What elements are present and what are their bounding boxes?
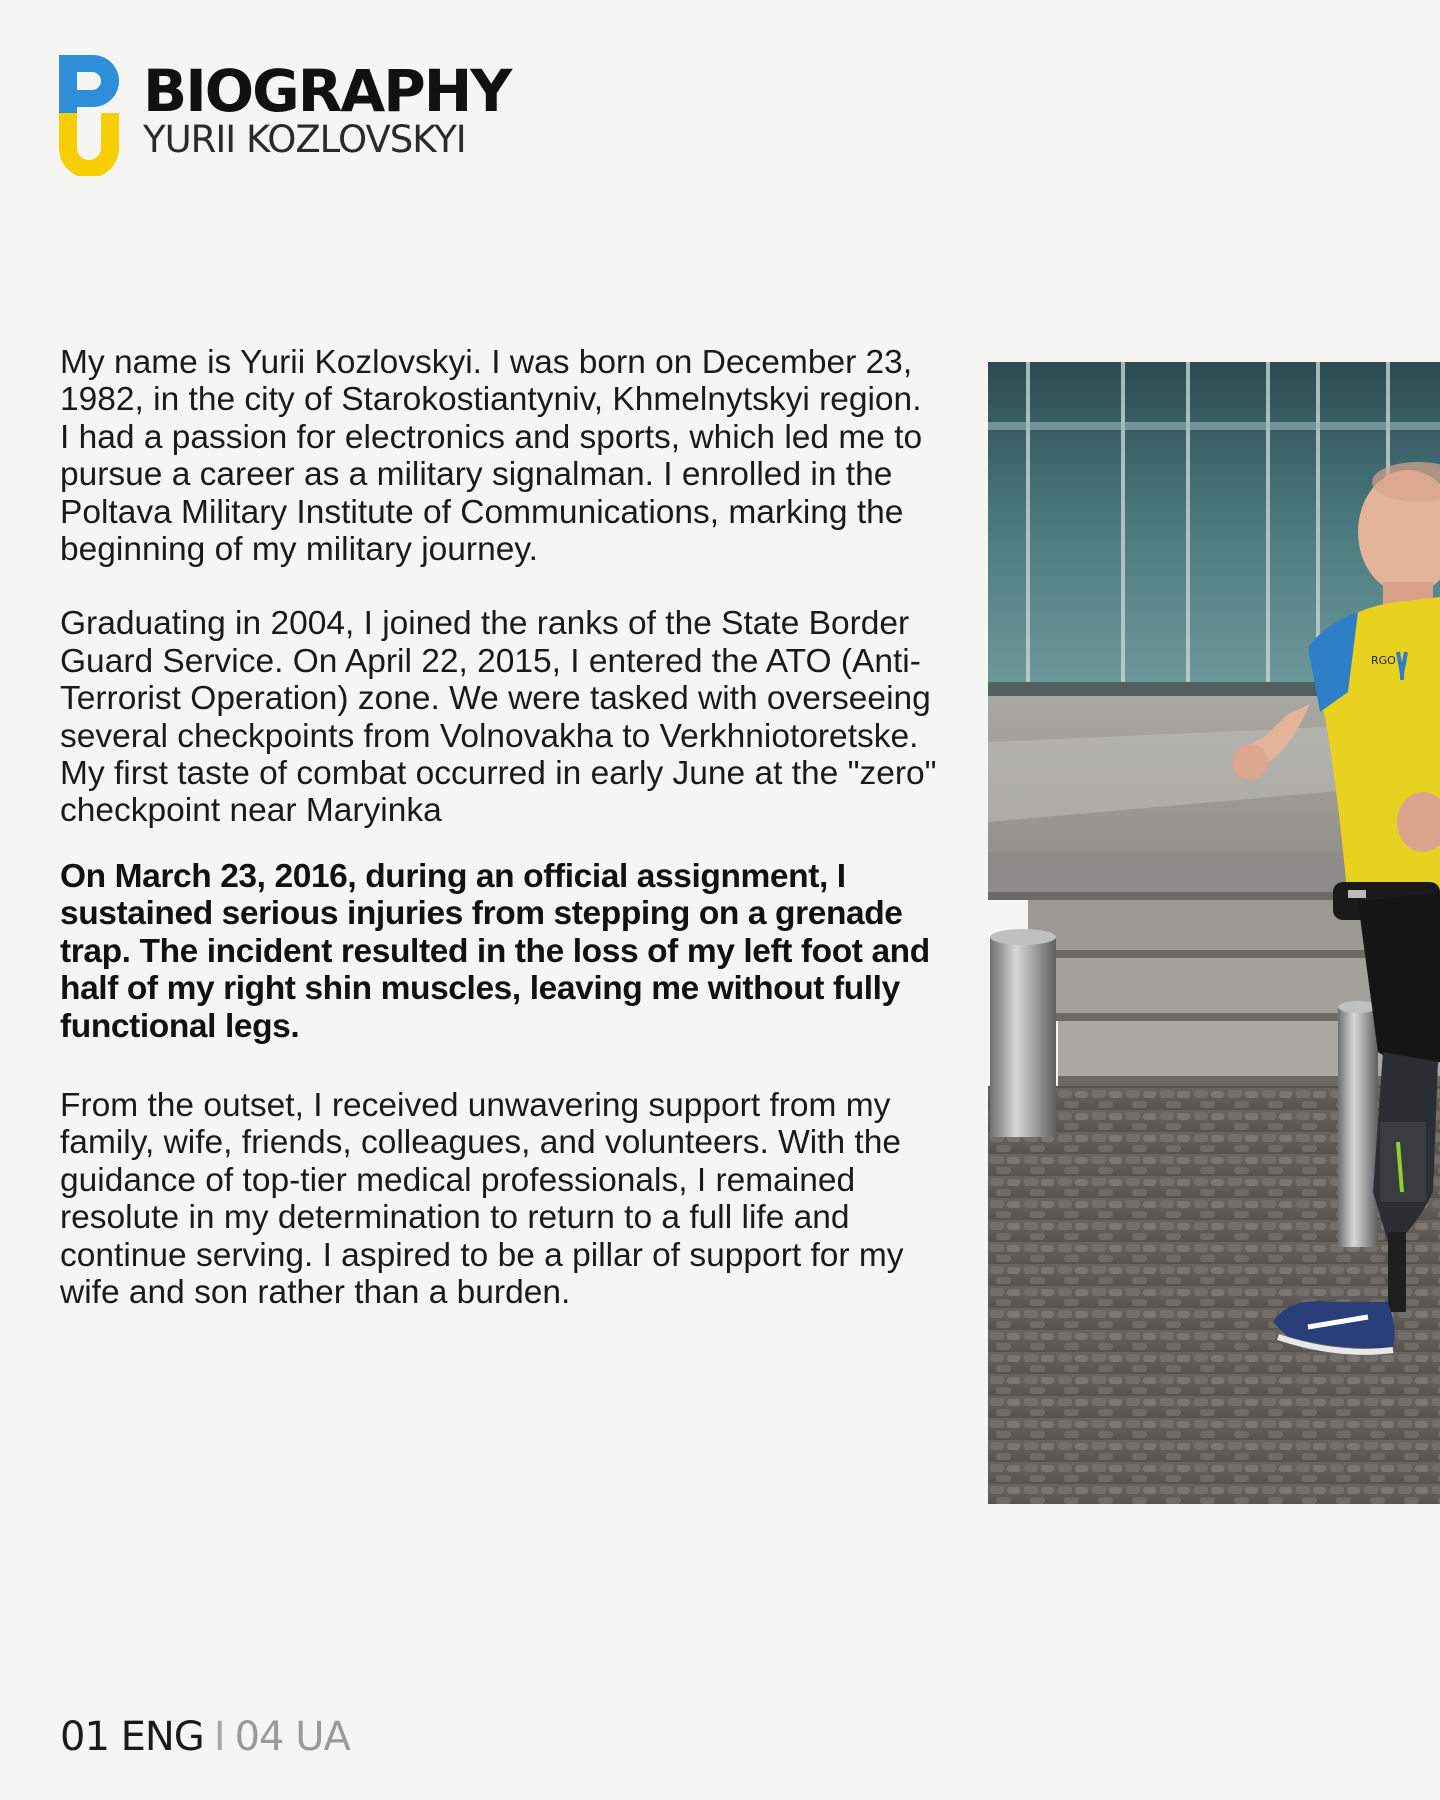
page-other-ukrainian: 04 UA — [234, 1714, 350, 1760]
logo-mark-icon — [59, 55, 119, 176]
biography-paragraph-4: From the outset, I received unwavering support from my family, wife, friends, colleagues, and volunteers. With the guidance of top-tier medical professionals, I remained resolute in my determination to return to a full life and continue serving. I aspired to be a pillar of support for my wife and son rather than a burden. — [60, 1086, 904, 1311]
logo — [59, 55, 119, 176]
title-block — [143, 57, 511, 161]
page-title: BIOGRAPHY — [143, 57, 511, 125]
page-separator: I — [213, 1714, 225, 1760]
page-current-english: 01 ENG — [60, 1714, 204, 1760]
shirt-text: RGO — [1371, 654, 1396, 667]
runner-photo — [988, 362, 1440, 1504]
biography-paragraph-2: Graduating in 2004, I joined the ranks of the State Border Guard Service. On April 22, 2015, I entered the ATO (Anti-Terrorist Operation) zone. We were tasked with overseeing several checkpoints from Volnovakha to Verkhniotoretske. My first taste of combat occurred in early June at the "zero" checkpoint near Maryinka — [60, 605, 937, 830]
biography-paragraph-1: My name is Yurii Kozlovskyi. I was born on December 23, 1982, in the city of Starokostiantyniv, Khmelnytskyi region. I had a passion for electronics and sports, which led me to pursue a career as a military signalman. I enrolled in the Poltava Military Institute of Communications, marking the beginning of my military journey. — [60, 344, 923, 569]
runner-illustration — [988, 362, 1440, 1504]
biography-text — [60, 344, 940, 1311]
page-indicator — [60, 1714, 350, 1760]
biography-paragraph-3: On March 23, 2016, during an official assignment, I sustained serious injuries from stepping on a grenade trap. The incident resulted in the loss of my left foot and half of my right shin muscles, leaving me without fully functional legs. — [60, 857, 930, 1045]
page-subtitle: YURII KOZLOVSKYI — [143, 118, 466, 161]
